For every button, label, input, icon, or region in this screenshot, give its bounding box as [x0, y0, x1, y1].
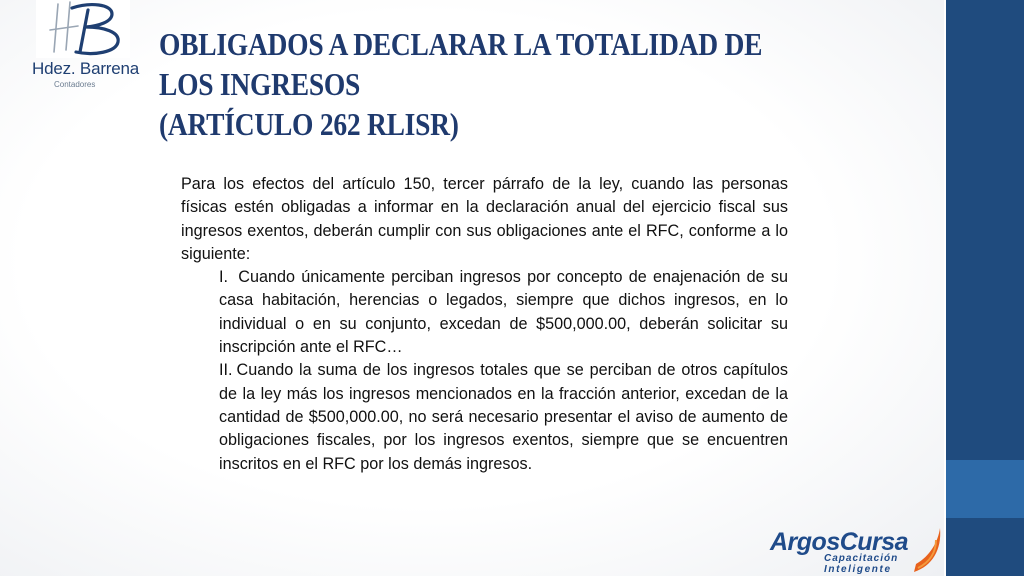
title-line-2: LOS INGRESOS [159, 66, 361, 102]
logo-subtitle: Contadores [54, 80, 96, 89]
sidebar-accent-block [946, 460, 1024, 518]
list-item-text: Cuando únicamente perciban ingresos por concepto de enajenación de su casa habitación, herencias o legados, siempre que dichos ingresos, en lo individual o en su conjunto, excedan de $500,000.00, deberán solicitar su inscripción ante el RFC… [219, 268, 788, 357]
list-item [219, 359, 788, 475]
list-item-number: II. [219, 361, 233, 380]
list-item-text: Cuando la suma de los ingresos totales que se perciban de otros capítulos de la ley más los ingresos mencionados en la fracción anterior, excedan de la cantidad de $500,000.00, no será necesario presentar el aviso de aumento de obligaciones fiscales, por los ingresos exentos, siempre que se encuentren inscritos en el RFC por los demás ingresos. [219, 361, 788, 473]
sidebar-divider [944, 0, 946, 576]
swoosh-icon [908, 522, 946, 576]
list-item-number: I. [219, 268, 228, 287]
hb-monogram-icon [28, 0, 140, 60]
title-line-1: OBLIGADOS A DECLARAR LA TOTALIDAD DE [159, 26, 763, 62]
intro-paragraph: Para los efectos del artículo 150, tercer párrafo de la ley, cuando las personas físicas estén obligadas a informar en la declaración anual del ejercicio fiscal sus ingresos exentos, deberán cumplir con sus obligaciones ante el RFC, conforme a lo siguiente: [181, 175, 788, 263]
company-logo [28, 0, 140, 100]
slide-title [159, 24, 778, 144]
title-line-3: (ARTÍCULO 262 RLISR) [159, 106, 459, 142]
brand-name: ArgosCursa [770, 528, 909, 556]
list-item [219, 266, 788, 359]
brand-tagline-2: Inteligente [824, 564, 892, 575]
slide-body [181, 173, 788, 476]
logo-company-name: Hdez. Barrena [32, 59, 140, 78]
brand-tagline-1: Capacitación [824, 553, 899, 564]
argoscursa-logo [770, 522, 946, 576]
